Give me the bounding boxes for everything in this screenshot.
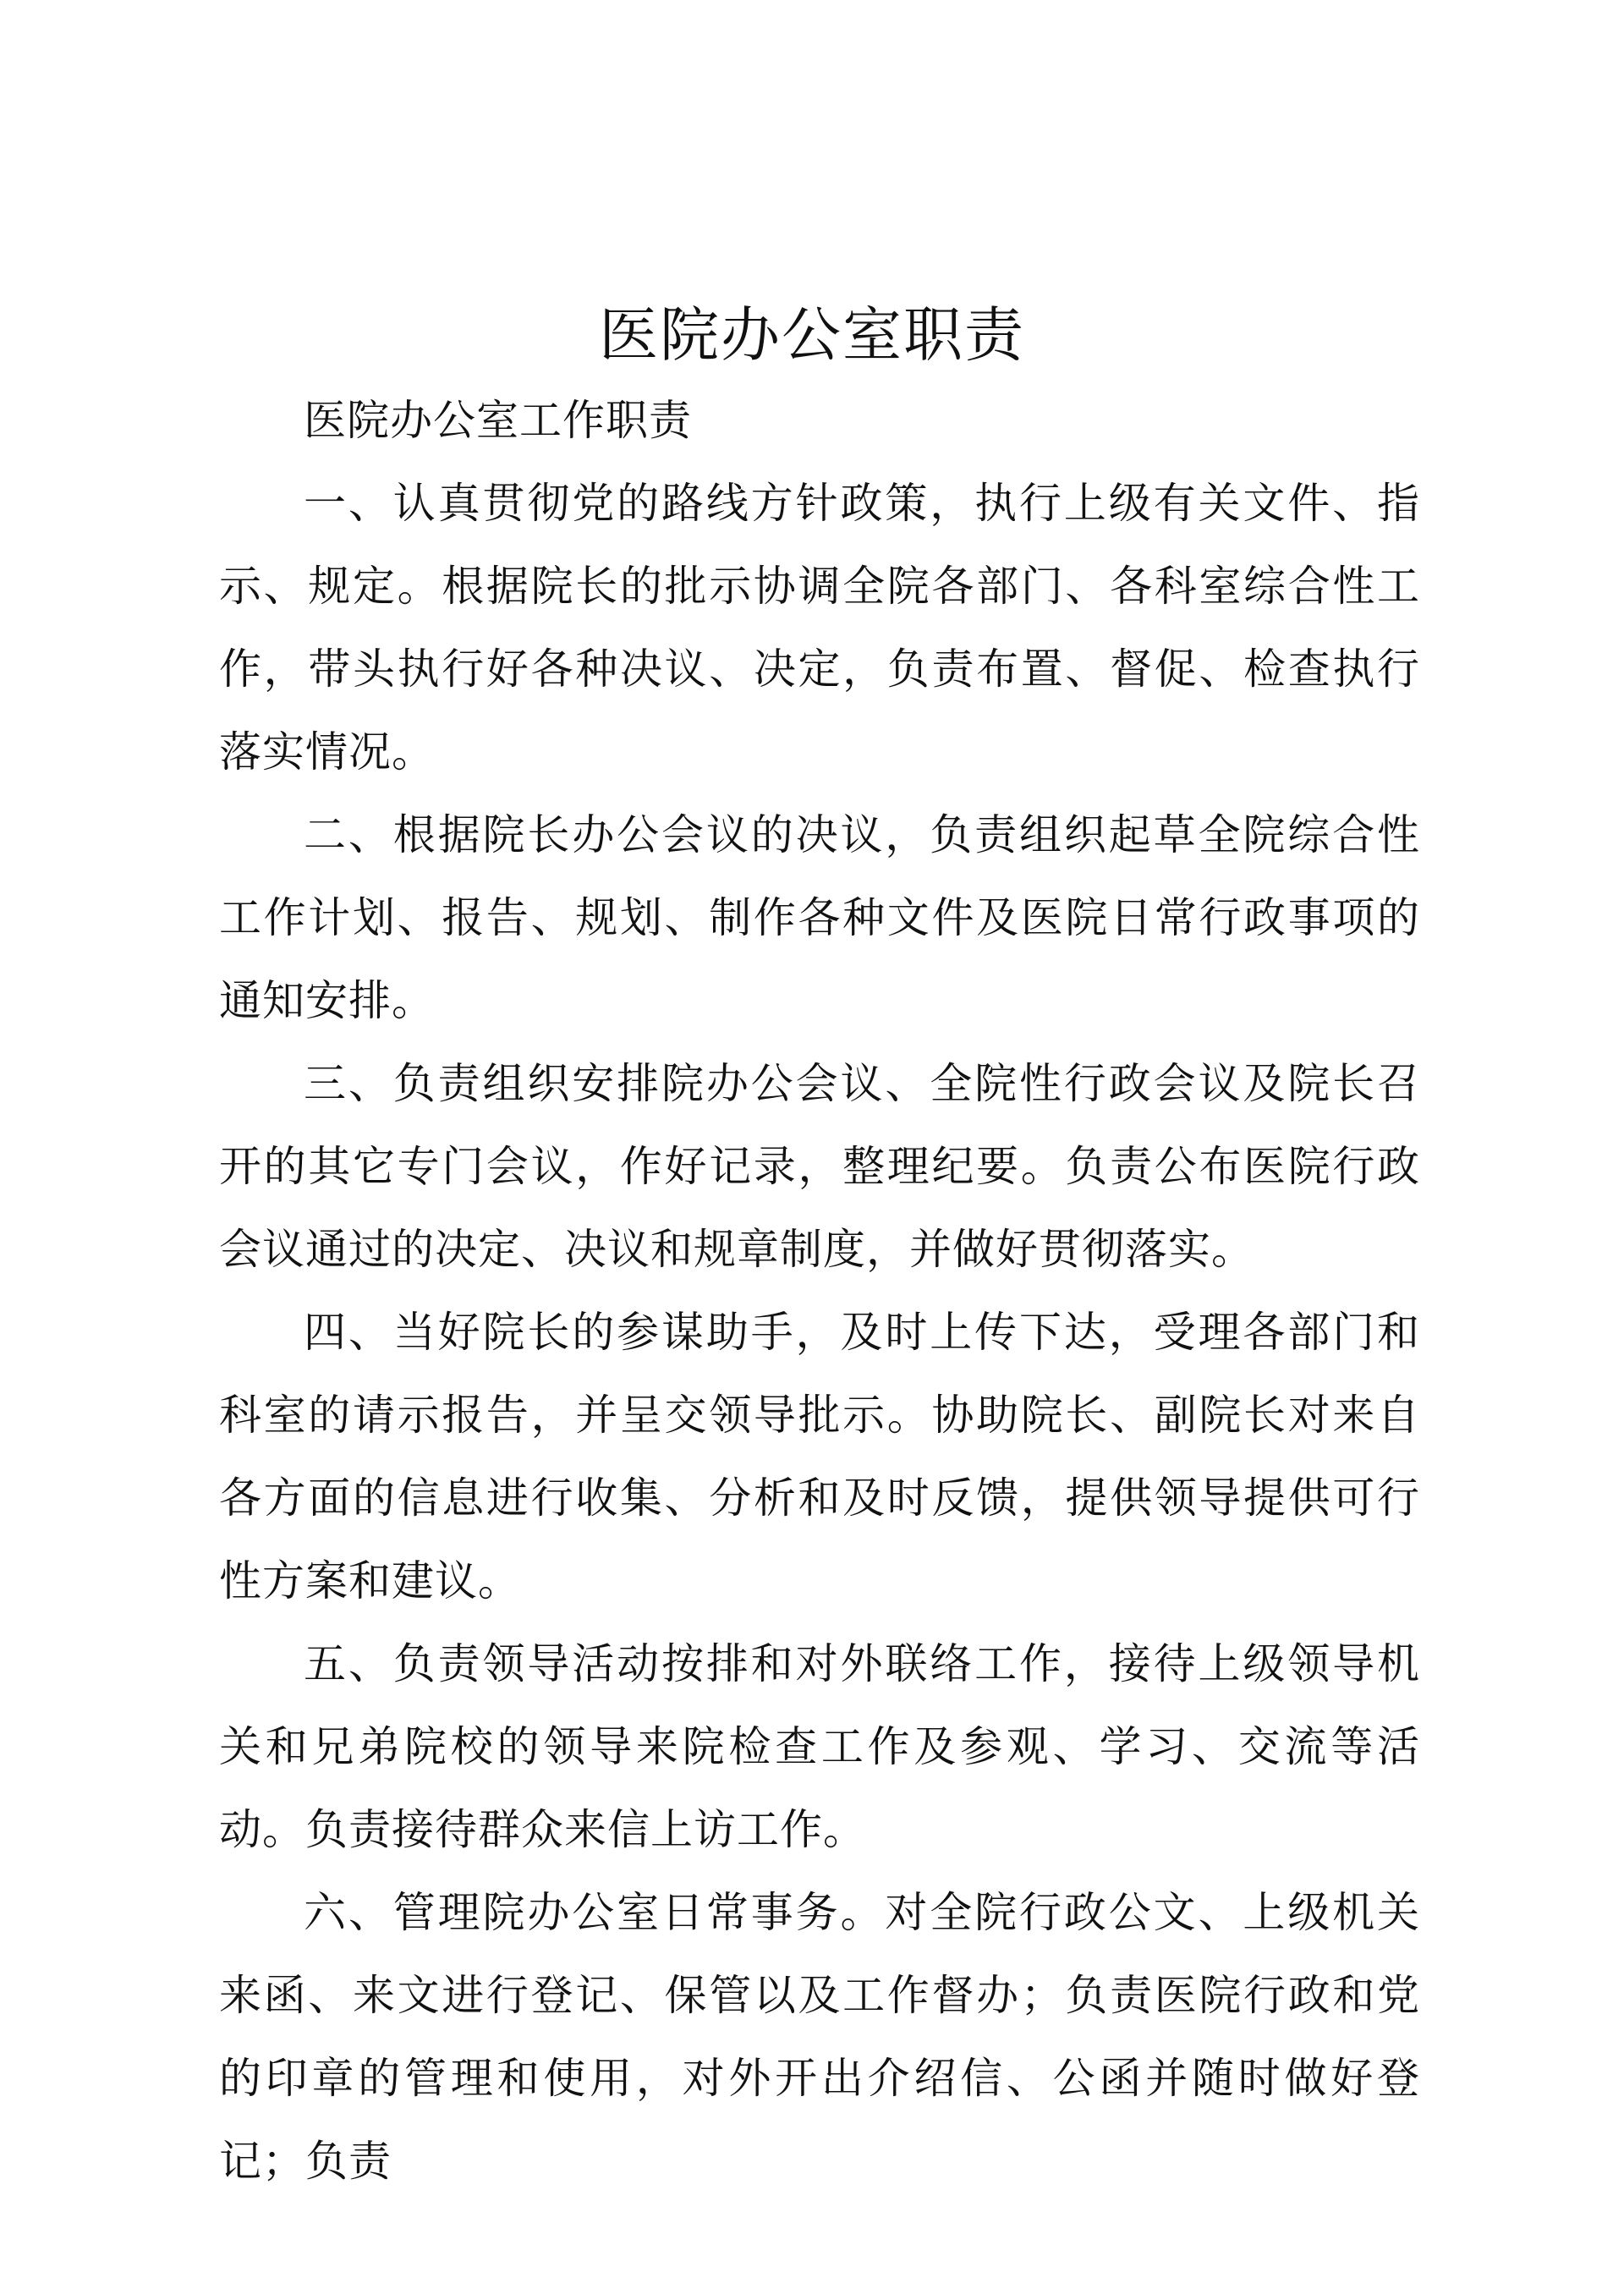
document-title: 医院办公室职责: [599, 300, 1025, 370]
document-subtitle: 医院办公室工作职责: [304, 396, 692, 445]
paragraph-4: 四、当好院长的参谋助手，及时上传下达，受理各部门和科室的请示报告，并呈交领导批示。协助院长、副院长对来自各方面的信息进行收集、分析和及时反馈，提供领导提供可行性方案和建议。: [219, 1308, 1420, 1605]
document-body: [219, 379, 1420, 2203]
paragraph-3: 三、负责组织安排院办公会议、全院性行政会议及院长召开的其它专门会议，作好记录，整理纪要。负责公布医院行政会议通过的决定、决议和规章制度，并做好贯彻落实。: [219, 1059, 1420, 1274]
paragraph-2: 二、根据院长办公会议的决议，负责组织起草全院综合性工作计划、报告、规划、制作各种文件及医院日常行政事项的通知安排。: [219, 810, 1420, 1025]
paragraph-6: 六、管理院办公室日常事务。对全院行政公文、上级机关来函、来文进行登记、保管以及工作督办；负责医院行政和党的印章的管理和使用，对外开出介绍信、公函并随时做好登记；负责: [219, 1888, 1420, 2186]
paragraph-5: 五、负责领导活动按排和对外联络工作，接待上级领导机关和兄弟院校的领导来院检查工作及参观、学习、交流等活动。负责接待群众来信上访工作。: [219, 1639, 1420, 1854]
paragraph-1: 一、认真贯彻党的路线方针政策，执行上级有关文件、指示、规定。根据院长的批示协调全院各部门、各科室综合性工作，带头执行好各种决议、决定，负责布置、督促、检查执行落实情况。: [219, 479, 1420, 777]
